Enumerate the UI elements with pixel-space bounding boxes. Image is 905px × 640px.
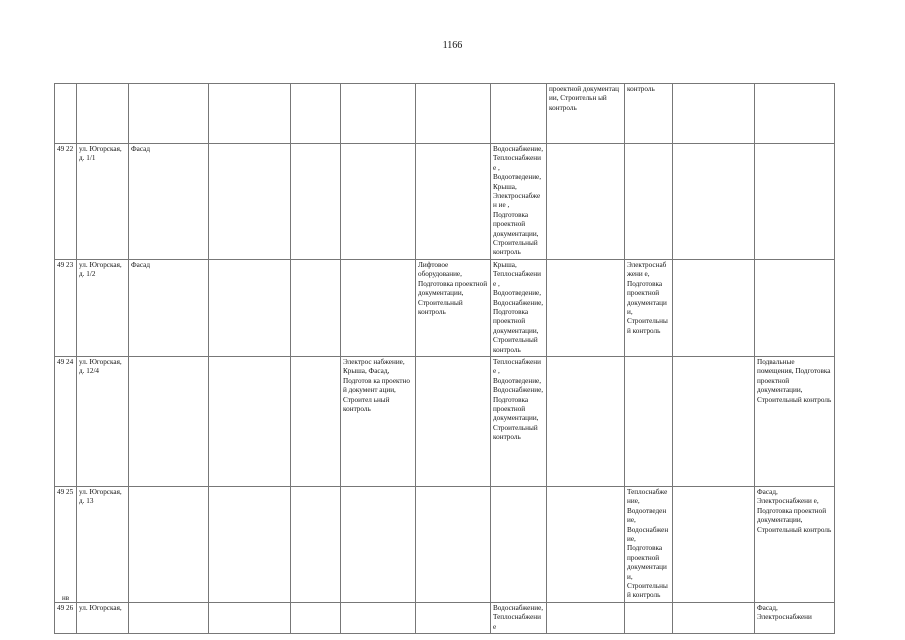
cell-work-col-10 — [755, 144, 835, 260]
cell-work-col-5 — [416, 356, 491, 486]
cell-work-col-2 — [209, 144, 291, 260]
repair-schedule-table — [54, 83, 835, 634]
table-row — [55, 259, 835, 356]
cell-work-col-3 — [291, 84, 341, 144]
cell-work-col-4 — [341, 602, 416, 633]
cell-work-col-9 — [673, 356, 755, 486]
cell-address — [77, 84, 129, 144]
cell-work-col-10 — [755, 84, 835, 144]
cell-work-col-9 — [673, 144, 755, 260]
cell-work-col-7 — [547, 259, 625, 356]
cell-work-col-6: Крыша, Теплоснабжение , Водоотведение, Водоснабжение, Подготовка проектной документации, Строительный контроль — [491, 259, 547, 356]
cell-work-col-7: проектной документац ии, Строительн ый контроль — [547, 84, 625, 144]
cell-work-col-6 — [491, 84, 547, 144]
table-row — [55, 486, 835, 602]
cell-row-number: 49 24 — [55, 356, 77, 486]
cell-work-col-2 — [209, 259, 291, 356]
cell-work-col-4 — [341, 144, 416, 260]
table-row — [55, 356, 835, 486]
cell-address: ул. Югорская, д. 1/1 — [77, 144, 129, 260]
cell-work-col-3 — [291, 356, 341, 486]
cell-work-col-7 — [547, 356, 625, 486]
cell-work-col-8: Электроснабжени е, Подготовка проектной документации, Строительный контроль — [625, 259, 673, 356]
table-row — [55, 602, 835, 633]
cell-row-number: 49 25 — [55, 486, 77, 602]
page-number: 1166 — [442, 40, 463, 51]
cell-row-number: 49 22 — [55, 144, 77, 260]
cell-row-number — [55, 84, 77, 144]
cell-work-col-7 — [547, 144, 625, 260]
cell-address: ул. Югорская, д. 1/2 — [77, 259, 129, 356]
cell-work-col-1 — [129, 84, 209, 144]
table-row — [55, 144, 835, 260]
cell-work-col-10 — [755, 259, 835, 356]
table-row — [55, 84, 835, 144]
cell-work-col-2 — [209, 356, 291, 486]
cell-row-number: 49 23 — [55, 259, 77, 356]
cell-work-col-8 — [625, 356, 673, 486]
cell-work-col-1: Фасад — [129, 259, 209, 356]
cell-work-col-3 — [291, 144, 341, 260]
cell-work-col-2 — [209, 84, 291, 144]
cell-work-col-10: Подвальные помещения, Подготовка проектной документации, Строительный контроль — [755, 356, 835, 486]
cell-work-col-10: Фасад, Электроснабжени — [755, 602, 835, 633]
cell-address: ул. Югорская, д. 13 — [77, 486, 129, 602]
cell-work-col-3 — [291, 259, 341, 356]
cell-work-col-1 — [129, 356, 209, 486]
cell-work-col-2 — [209, 602, 291, 633]
cell-work-col-6: Водоснабжение, Теплоснабжение , Водоотведение, Крыша, Электроснабжен ие , Подготовка проектной документации, Строительный контроль — [491, 144, 547, 260]
cell-work-col-6: Водоснабжение, Теплоснабжение — [491, 602, 547, 633]
cell-work-col-1 — [129, 602, 209, 633]
cell-work-col-4 — [341, 486, 416, 602]
cell-address: ул. Югорская, — [77, 602, 129, 633]
cell-work-col-5 — [416, 486, 491, 602]
cell-address: ул. Югорская, д. 12/4 — [77, 356, 129, 486]
cell-work-col-5 — [416, 602, 491, 633]
cell-work-col-5: Лифтовое оборудование, Подготовка проектной документации, Строительный контроль — [416, 259, 491, 356]
cell-work-col-5 — [416, 84, 491, 144]
cell-work-col-1: Фасад — [129, 144, 209, 260]
cell-work-col-10: Фасад, Электроснабжени е, Подготовка проектной документации, Строительный контроль — [755, 486, 835, 602]
cell-work-col-9 — [673, 84, 755, 144]
cell-work-col-4: Электрос набжение, Крыша, Фасад, Подготов ка проектно й документ ации, Строител ьный контроль — [341, 356, 416, 486]
cell-work-col-6: Теплоснабжение , Водоотведение, Водоснабжение, Подготовка проектной документации, Строительный контроль — [491, 356, 547, 486]
cell-work-col-8 — [625, 144, 673, 260]
cell-work-col-2 — [209, 486, 291, 602]
cell-work-col-1 — [129, 486, 209, 602]
cell-work-col-3 — [291, 602, 341, 633]
footer-mark: нв — [62, 594, 70, 602]
cell-work-col-9 — [673, 602, 755, 633]
cell-work-col-9 — [673, 259, 755, 356]
cell-work-col-7 — [547, 602, 625, 633]
cell-work-col-5 — [416, 144, 491, 260]
cell-work-col-4 — [341, 84, 416, 144]
cell-work-col-3 — [291, 486, 341, 602]
cell-work-col-8 — [625, 602, 673, 633]
cell-work-col-4 — [341, 259, 416, 356]
cell-work-col-7 — [547, 486, 625, 602]
cell-work-col-8: Теплоснабжение, Водоотведение, Водоснабжение, Подготовка проектной документации, Строительный контроль — [625, 486, 673, 602]
cell-work-col-8: контроль — [625, 84, 673, 144]
cell-work-col-9 — [673, 486, 755, 602]
cell-row-number: 49 26 — [55, 602, 77, 633]
cell-work-col-6 — [491, 486, 547, 602]
